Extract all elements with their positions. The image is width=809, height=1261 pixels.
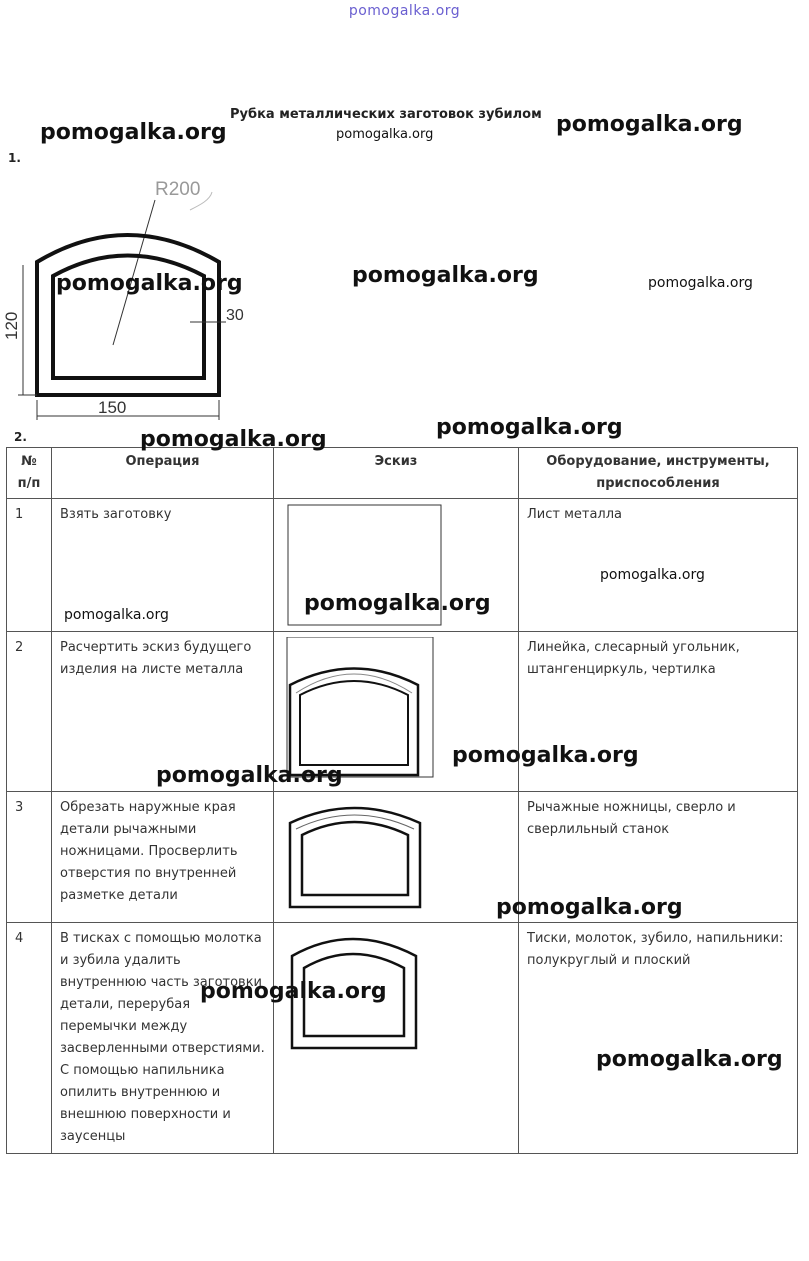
offset-label: 30: [226, 307, 244, 324]
watermark: pomogalka.org: [156, 763, 343, 788]
row-equipment: Тиски, молоток, зубило, напильники: полукруглый и плоский: [519, 923, 798, 1154]
header-equipment: Оборудование, инструменты, приспособления: [519, 448, 798, 499]
row-operation: Взять заготовку: [52, 499, 274, 632]
watermark: pomogalka.org: [556, 112, 743, 137]
section-number-1: 1.: [8, 151, 21, 165]
sketch-cut-part: [282, 797, 510, 909]
outer-contour: [37, 235, 219, 395]
table-row: [7, 632, 798, 792]
row-sketch: [274, 923, 519, 1154]
watermark: pomogalka.org: [596, 1047, 783, 1072]
watermark: pomogalka.org: [352, 263, 539, 288]
watermark: pomogalka.org: [600, 567, 705, 583]
watermark: pomogalka.org: [648, 275, 753, 291]
watermark: pomogalka.org: [140, 427, 327, 452]
row-sketch: [274, 792, 519, 923]
watermark: pomogalka.org: [436, 415, 623, 440]
row-equipment: Рычажные ножницы, сверло и сверлильный станок: [519, 792, 798, 923]
row-number: 3: [7, 792, 52, 923]
watermark: pomogalka.org: [56, 271, 243, 296]
row-number: 4: [7, 923, 52, 1154]
watermark: pomogalka.org: [496, 895, 683, 920]
section-number-2: 2.: [14, 430, 27, 444]
watermark: pomogalka.org: [336, 127, 434, 142]
radius-label: R200: [155, 179, 201, 200]
document-title: Рубка металлических заготовок зубилом: [230, 107, 542, 122]
row-equipment: Линейка, слесарный угольник, штангенциркуль, чертилка: [519, 632, 798, 792]
header-operation: Операция: [52, 448, 274, 499]
watermark: pomogalka.org: [200, 979, 387, 1004]
table-row: [7, 923, 798, 1154]
watermark: pomogalka.org: [64, 607, 169, 623]
part-drawing: [0, 170, 280, 430]
watermark: pomogalka.org: [40, 120, 227, 145]
row-number: 1: [7, 499, 52, 632]
watermark: pomogalka.org: [452, 743, 639, 768]
width-label: 150: [98, 398, 127, 417]
row-equipment: Лист металла: [519, 499, 798, 632]
height-label: 120: [2, 311, 21, 340]
site-header-link[interactable]: pomogalka.org: [348, 3, 461, 19]
table-header-row: [7, 448, 798, 499]
row-number: 2: [7, 632, 52, 792]
header-sketch: Эскиз: [274, 448, 519, 499]
row-operation: Расчертить эскиз будущего изделия на листе металла: [52, 632, 274, 792]
row-operation: В тисках с помощью молотка и зубила удалить внутреннюю часть заготовки детали, перерубая перемычки между засверленными отверстиями. С помощью напильника опилить внутреннюю и внешнюю поверхности и заусенцы: [52, 923, 274, 1154]
header-number: № п/п: [7, 448, 52, 499]
row-operation: Обрезать наружные края детали рычажными ножницами. Просверлить отверстия по внутренней разметке детали: [52, 792, 274, 923]
watermark: pomogalka.org: [304, 591, 491, 616]
